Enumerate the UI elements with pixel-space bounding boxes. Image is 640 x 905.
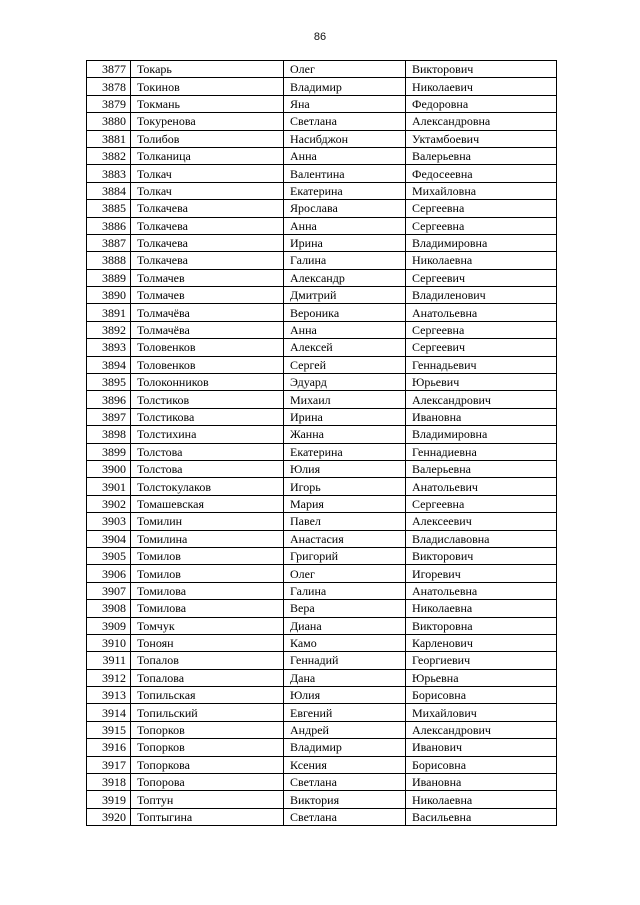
surname-cell: Токарь	[131, 61, 284, 78]
row-number: 3886	[87, 217, 131, 234]
first-name-cell: Валентина	[284, 165, 406, 182]
table-row	[87, 791, 557, 808]
patronymic-cell: Владиленович	[406, 287, 557, 304]
surname-cell: Толстихина	[131, 426, 284, 443]
table-row	[87, 600, 557, 617]
row-number: 3905	[87, 547, 131, 564]
surname-cell: Толстова	[131, 443, 284, 460]
row-number: 3889	[87, 269, 131, 286]
first-name-cell: Владимир	[284, 78, 406, 95]
table-row	[87, 61, 557, 78]
row-number: 3902	[87, 495, 131, 512]
row-number: 3881	[87, 130, 131, 147]
row-number: 3877	[87, 61, 131, 78]
surname-cell: Толкач	[131, 182, 284, 199]
table-row	[87, 147, 557, 164]
surname-cell: Томилин	[131, 513, 284, 530]
table-row	[87, 287, 557, 304]
surname-cell: Топтыгина	[131, 808, 284, 825]
row-number: 3884	[87, 182, 131, 199]
table-row	[87, 495, 557, 512]
table-row	[87, 95, 557, 112]
first-name-cell: Камо	[284, 634, 406, 651]
table-row	[87, 356, 557, 373]
first-name-cell: Алексей	[284, 339, 406, 356]
row-number: 3917	[87, 756, 131, 773]
surname-cell: Толстова	[131, 460, 284, 477]
row-number: 3896	[87, 391, 131, 408]
table-row	[87, 808, 557, 825]
table-row	[87, 547, 557, 564]
surname-cell: Токинов	[131, 78, 284, 95]
first-name-cell: Виктория	[284, 791, 406, 808]
patronymic-cell: Викторович	[406, 61, 557, 78]
row-number: 3883	[87, 165, 131, 182]
patronymic-cell: Сергеевна	[406, 495, 557, 512]
row-number: 3882	[87, 147, 131, 164]
surname-cell: Томчук	[131, 617, 284, 634]
patronymic-cell: Викторовна	[406, 617, 557, 634]
row-number: 3893	[87, 339, 131, 356]
row-number: 3920	[87, 808, 131, 825]
first-name-cell: Павел	[284, 513, 406, 530]
patronymic-cell: Сергеевич	[406, 269, 557, 286]
surname-cell: Топильский	[131, 704, 284, 721]
first-name-cell: Анна	[284, 147, 406, 164]
patronymic-cell: Александрович	[406, 721, 557, 738]
table-row	[87, 565, 557, 582]
surname-cell: Толмачёва	[131, 321, 284, 338]
patronymic-cell: Сергеевна	[406, 217, 557, 234]
first-name-cell: Юлия	[284, 460, 406, 477]
first-name-cell: Дмитрий	[284, 287, 406, 304]
row-number: 3894	[87, 356, 131, 373]
row-number: 3904	[87, 530, 131, 547]
first-name-cell: Светлана	[284, 774, 406, 791]
surname-cell: Топтун	[131, 791, 284, 808]
surname-cell: Токуренова	[131, 113, 284, 130]
table-row	[87, 269, 557, 286]
table-row	[87, 530, 557, 547]
patronymic-cell: Георгиевич	[406, 652, 557, 669]
first-name-cell: Сергей	[284, 356, 406, 373]
patronymic-cell: Иванович	[406, 739, 557, 756]
table-row	[87, 652, 557, 669]
surname-cell: Томашевская	[131, 495, 284, 512]
patronymic-cell: Николаевна	[406, 600, 557, 617]
row-number: 3887	[87, 234, 131, 251]
row-number: 3907	[87, 582, 131, 599]
first-name-cell: Ирина	[284, 234, 406, 251]
table-row	[87, 391, 557, 408]
patronymic-cell: Анатольевич	[406, 478, 557, 495]
patronymic-cell: Валерьевна	[406, 460, 557, 477]
first-name-cell: Андрей	[284, 721, 406, 738]
first-name-cell: Екатерина	[284, 182, 406, 199]
row-number: 3915	[87, 721, 131, 738]
surname-cell: Топоркова	[131, 756, 284, 773]
row-number: 3903	[87, 513, 131, 530]
surname-cell: Топалова	[131, 669, 284, 686]
first-name-cell: Мария	[284, 495, 406, 512]
first-name-cell: Александр	[284, 269, 406, 286]
patronymic-cell: Геннадиевна	[406, 443, 557, 460]
first-name-cell: Вероника	[284, 304, 406, 321]
surname-cell: Толкачева	[131, 234, 284, 251]
first-name-cell: Анна	[284, 321, 406, 338]
table-row	[87, 460, 557, 477]
first-name-cell: Ксения	[284, 756, 406, 773]
patronymic-cell: Владимировна	[406, 234, 557, 251]
first-name-cell: Светлана	[284, 113, 406, 130]
table-row	[87, 426, 557, 443]
patronymic-cell: Васильевна	[406, 808, 557, 825]
row-number: 3898	[87, 426, 131, 443]
table-row	[87, 374, 557, 391]
patronymic-cell: Юрьевна	[406, 669, 557, 686]
first-name-cell: Анастасия	[284, 530, 406, 547]
surname-cell: Толкачева	[131, 252, 284, 269]
table-row	[87, 408, 557, 425]
row-number: 3906	[87, 565, 131, 582]
surname-cell: Топалов	[131, 652, 284, 669]
table-row	[87, 617, 557, 634]
table-row	[87, 113, 557, 130]
patronymic-cell: Анатольевна	[406, 304, 557, 321]
patronymic-cell: Николаевна	[406, 791, 557, 808]
surname-cell: Толмачев	[131, 269, 284, 286]
table-row	[87, 443, 557, 460]
surname-cell: Томилова	[131, 582, 284, 599]
table-row	[87, 130, 557, 147]
first-name-cell: Дана	[284, 669, 406, 686]
patronymic-cell: Николаевич	[406, 78, 557, 95]
first-name-cell: Игорь	[284, 478, 406, 495]
row-number: 3912	[87, 669, 131, 686]
names-table	[86, 60, 557, 826]
first-name-cell: Жанна	[284, 426, 406, 443]
patronymic-cell: Сергеевна	[406, 200, 557, 217]
surname-cell: Толмачев	[131, 287, 284, 304]
first-name-cell: Олег	[284, 61, 406, 78]
patronymic-cell: Карленович	[406, 634, 557, 651]
row-number: 3880	[87, 113, 131, 130]
patronymic-cell: Александровна	[406, 113, 557, 130]
surname-cell: Топильская	[131, 687, 284, 704]
table-row	[87, 669, 557, 686]
first-name-cell: Ирина	[284, 408, 406, 425]
surname-cell: Толкачева	[131, 217, 284, 234]
first-name-cell: Геннадий	[284, 652, 406, 669]
first-name-cell: Екатерина	[284, 443, 406, 460]
surname-cell: Толоконников	[131, 374, 284, 391]
patronymic-cell: Валерьевна	[406, 147, 557, 164]
table-row	[87, 634, 557, 651]
patronymic-cell: Ивановна	[406, 774, 557, 791]
table-row	[87, 200, 557, 217]
patronymic-cell: Николаевна	[406, 252, 557, 269]
table-row	[87, 182, 557, 199]
surname-cell: Толкачева	[131, 200, 284, 217]
first-name-cell: Михаил	[284, 391, 406, 408]
patronymic-cell: Анатольевна	[406, 582, 557, 599]
row-number: 3918	[87, 774, 131, 791]
row-number: 3885	[87, 200, 131, 217]
surname-cell: Томилова	[131, 600, 284, 617]
first-name-cell: Юлия	[284, 687, 406, 704]
patronymic-cell: Федоровна	[406, 95, 557, 112]
patronymic-cell: Ивановна	[406, 408, 557, 425]
surname-cell: Тоноян	[131, 634, 284, 651]
patronymic-cell: Владиславовна	[406, 530, 557, 547]
row-number: 3888	[87, 252, 131, 269]
surname-cell: Токмань	[131, 95, 284, 112]
first-name-cell: Евгений	[284, 704, 406, 721]
patronymic-cell: Михайлович	[406, 704, 557, 721]
patronymic-cell: Игоревич	[406, 565, 557, 582]
row-number: 3910	[87, 634, 131, 651]
surname-cell: Толстокулаков	[131, 478, 284, 495]
table-row	[87, 513, 557, 530]
table-row	[87, 217, 557, 234]
table-row	[87, 704, 557, 721]
row-number: 3895	[87, 374, 131, 391]
first-name-cell: Анна	[284, 217, 406, 234]
surname-cell: Топорова	[131, 774, 284, 791]
surname-cell: Толмачёва	[131, 304, 284, 321]
patronymic-cell: Борисовна	[406, 756, 557, 773]
row-number: 3909	[87, 617, 131, 634]
surname-cell: Толовенков	[131, 339, 284, 356]
patronymic-cell: Алексеевич	[406, 513, 557, 530]
row-number: 3890	[87, 287, 131, 304]
row-number: 3914	[87, 704, 131, 721]
first-name-cell: Галина	[284, 252, 406, 269]
first-name-cell: Насибджон	[284, 130, 406, 147]
first-name-cell: Галина	[284, 582, 406, 599]
first-name-cell: Диана	[284, 617, 406, 634]
page-number: 86	[313, 31, 327, 43]
row-number: 3900	[87, 460, 131, 477]
row-number: 3908	[87, 600, 131, 617]
row-number: 3899	[87, 443, 131, 460]
patronymic-cell: Федосеевна	[406, 165, 557, 182]
surname-cell: Толканица	[131, 147, 284, 164]
patronymic-cell: Михайловна	[406, 182, 557, 199]
first-name-cell: Яна	[284, 95, 406, 112]
surname-cell: Толстиков	[131, 391, 284, 408]
surname-cell: Томилов	[131, 547, 284, 564]
patronymic-cell: Геннадьевич	[406, 356, 557, 373]
patronymic-cell: Сергеевич	[406, 339, 557, 356]
patronymic-cell: Владимировна	[406, 426, 557, 443]
first-name-cell: Владимир	[284, 739, 406, 756]
row-number: 3919	[87, 791, 131, 808]
row-number: 3916	[87, 739, 131, 756]
surname-cell: Томилов	[131, 565, 284, 582]
table-row	[87, 582, 557, 599]
table-row	[87, 78, 557, 95]
names-table-body	[87, 61, 557, 826]
row-number: 3911	[87, 652, 131, 669]
surname-cell: Топорков	[131, 739, 284, 756]
first-name-cell: Вера	[284, 600, 406, 617]
row-number: 3878	[87, 78, 131, 95]
patronymic-cell: Викторович	[406, 547, 557, 564]
table-row	[87, 165, 557, 182]
table-row	[87, 234, 557, 251]
table-row	[87, 304, 557, 321]
first-name-cell: Ярослава	[284, 200, 406, 217]
patronymic-cell: Юрьевич	[406, 374, 557, 391]
first-name-cell: Эдуард	[284, 374, 406, 391]
table-row	[87, 739, 557, 756]
first-name-cell: Светлана	[284, 808, 406, 825]
surname-cell: Толибов	[131, 130, 284, 147]
surname-cell: Толовенков	[131, 356, 284, 373]
row-number: 3897	[87, 408, 131, 425]
row-number: 3901	[87, 478, 131, 495]
table-row	[87, 721, 557, 738]
row-number: 3879	[87, 95, 131, 112]
row-number: 3913	[87, 687, 131, 704]
table-row	[87, 478, 557, 495]
table-row	[87, 687, 557, 704]
patronymic-cell: Уктамбоевич	[406, 130, 557, 147]
row-number: 3891	[87, 304, 131, 321]
row-number: 3892	[87, 321, 131, 338]
patronymic-cell: Сергеевна	[406, 321, 557, 338]
table-row	[87, 774, 557, 791]
surname-cell: Томилина	[131, 530, 284, 547]
table-row	[87, 339, 557, 356]
patronymic-cell: Александрович	[406, 391, 557, 408]
surname-cell: Толстикова	[131, 408, 284, 425]
surname-cell: Топорков	[131, 721, 284, 738]
table-row	[87, 756, 557, 773]
surname-cell: Толкач	[131, 165, 284, 182]
first-name-cell: Олег	[284, 565, 406, 582]
first-name-cell: Григорий	[284, 547, 406, 564]
patronymic-cell: Борисовна	[406, 687, 557, 704]
table-row	[87, 321, 557, 338]
table-row	[87, 252, 557, 269]
